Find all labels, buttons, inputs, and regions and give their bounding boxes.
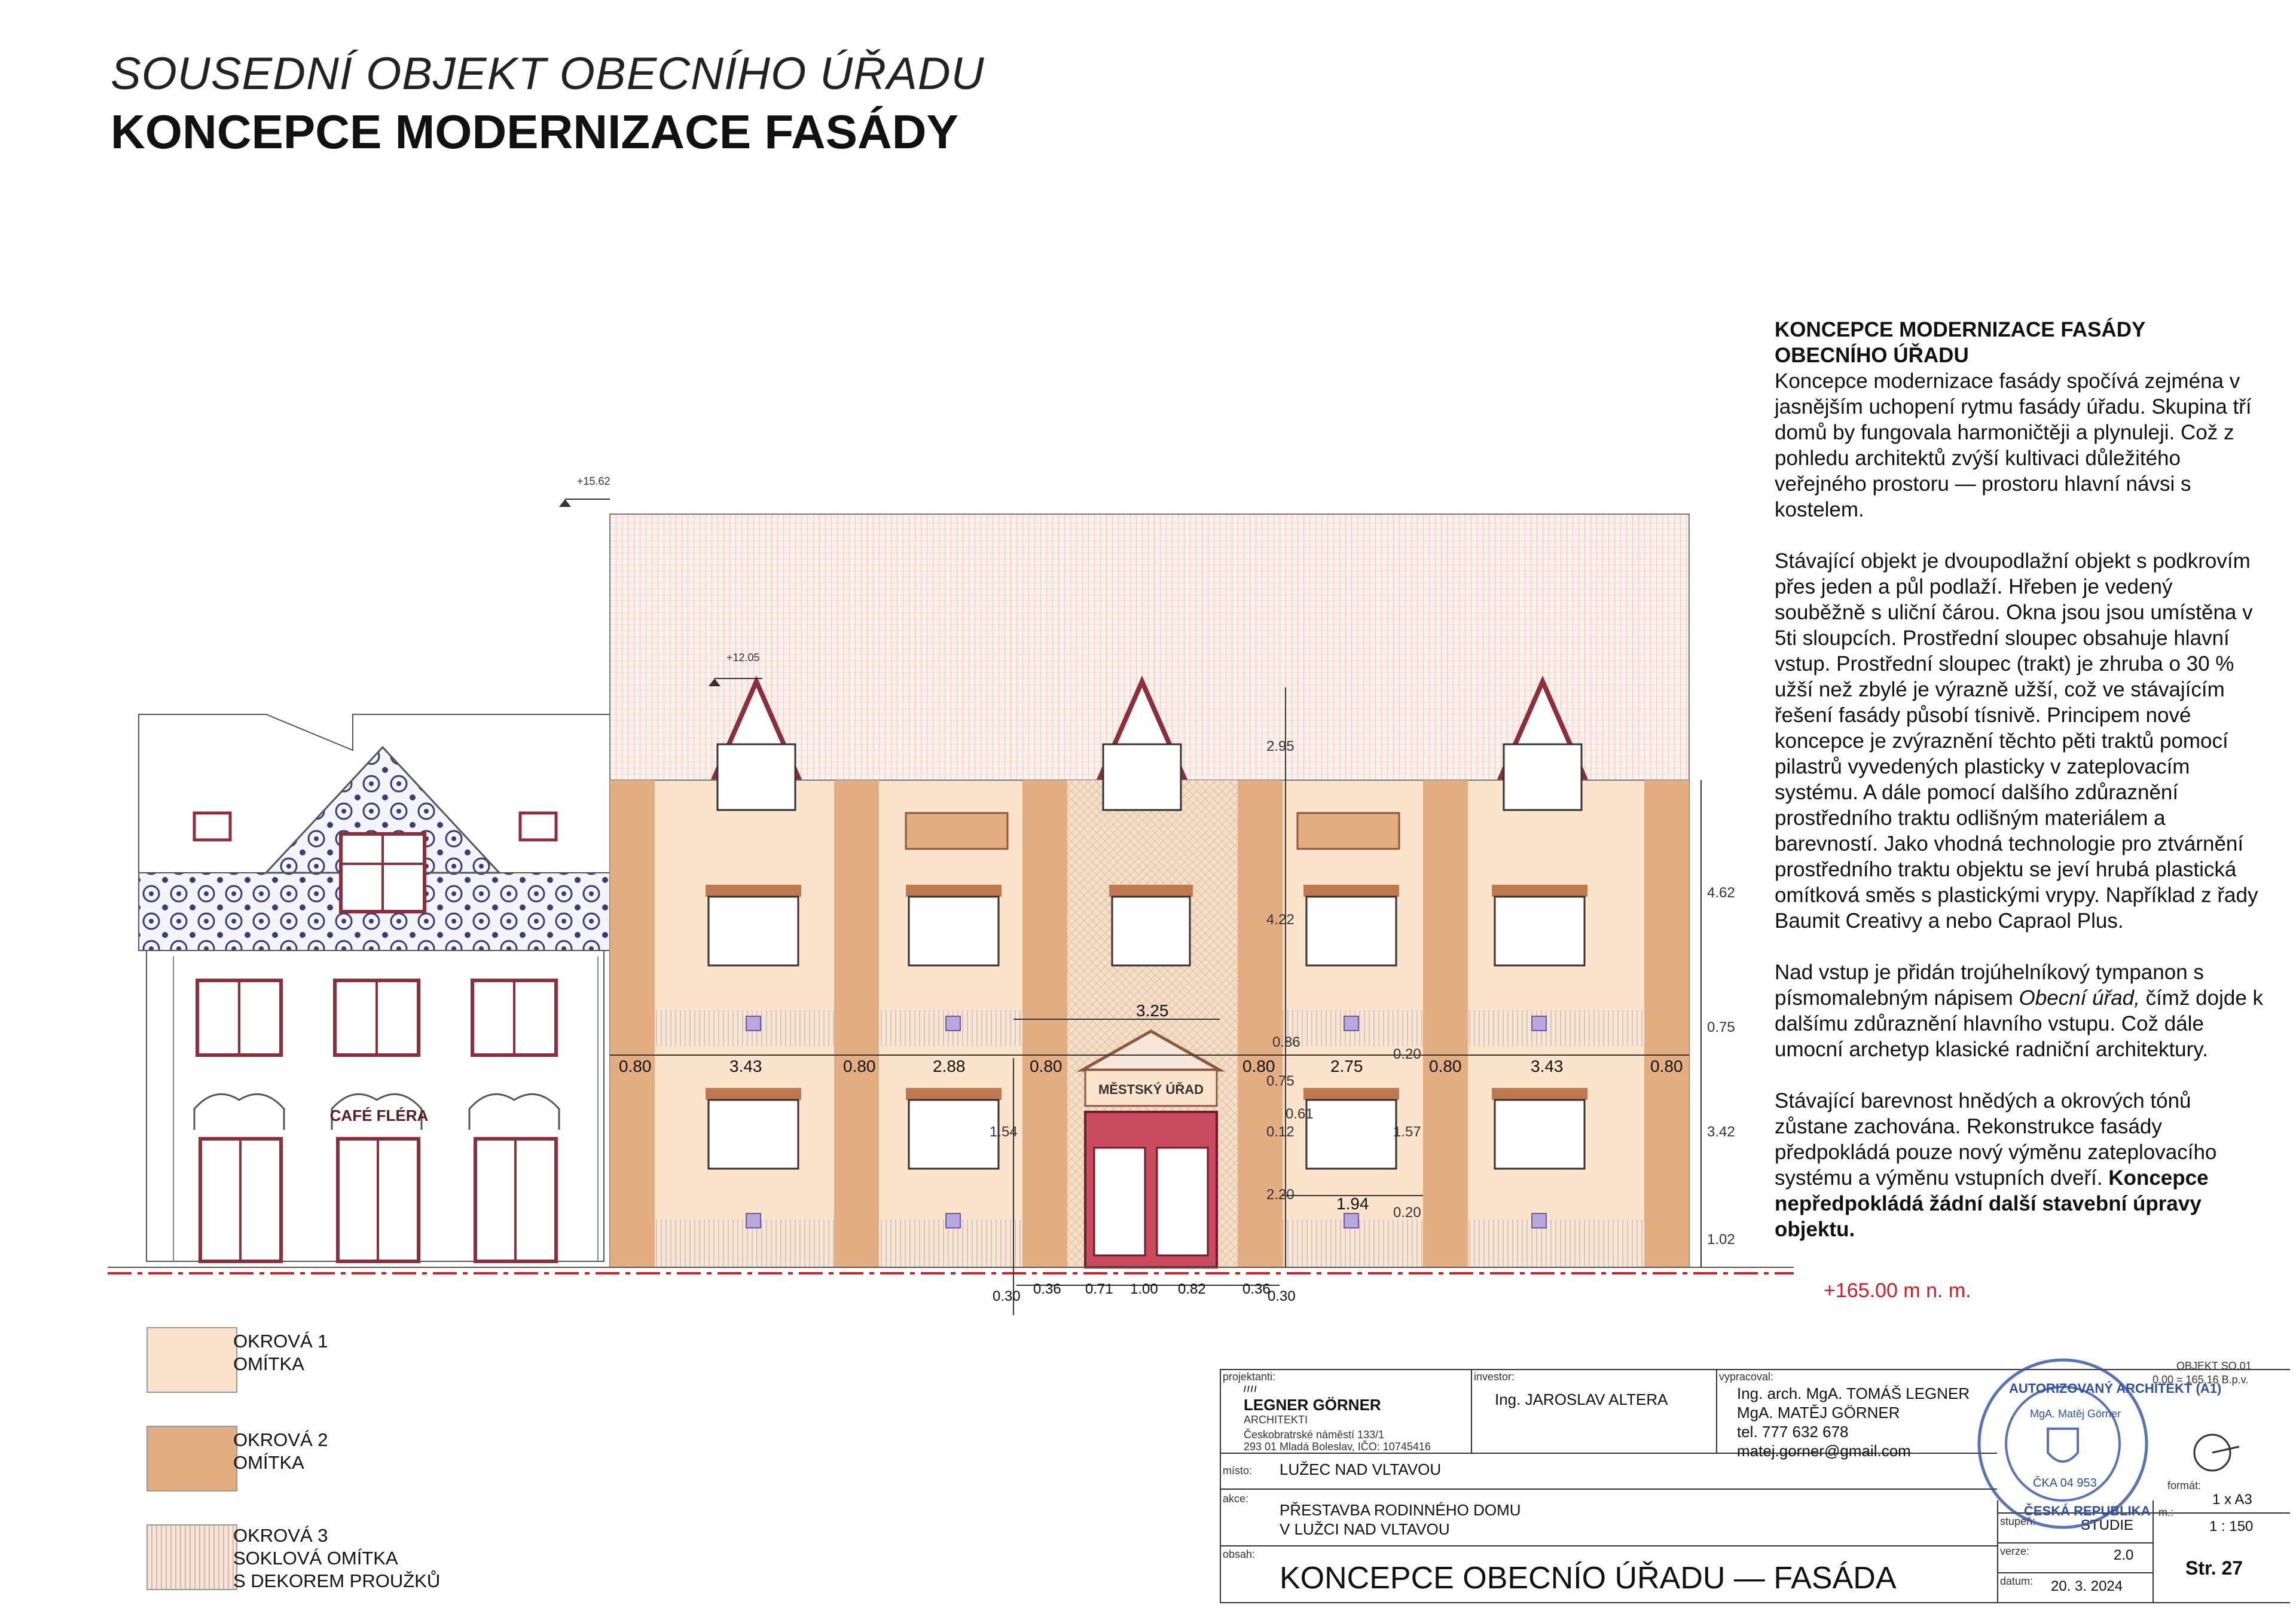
dim-h-10: 3.43: [1531, 1057, 1564, 1075]
dim-h-5: 0.80: [1030, 1057, 1062, 1075]
legend-label-ochre-3: OKROVÁ 3 SOKLOVÁ OMÍTKA S DEKOREM PROUŽKŮ: [233, 1525, 441, 1591]
tb-firm-name: LEGNER GÖRNER: [1244, 1396, 1381, 1414]
description-para-3: Nad vstup je přidán trojúhelníkový tympanon s písmomalebným nápisem Obecní úřad, čímž dojde k dalšímu zdůraznění hlavního vstupu. Což dále umocní archetyp klasické radniční architektury.: [1775, 961, 2264, 1061]
dim-sill: 1.54: [990, 1124, 1018, 1140]
legend-swatch-ochre-1: [146, 1327, 237, 1393]
description-title-2: OBECNÍHO ÚŘADU: [1775, 344, 1969, 367]
dim-h-7: 0.80: [1242, 1057, 1275, 1075]
dim-v-4: 0.61: [1286, 1106, 1314, 1122]
level-ridge-label: +15.62: [577, 475, 610, 487]
dim-h-3: 0.80: [843, 1057, 876, 1075]
tb-email: matej.gorner@gmail.com: [1737, 1442, 1911, 1460]
tb-objekt: OBJEKT SO.01: [2176, 1360, 2252, 1372]
tb-projektanti-label: projektanti:: [1223, 1371, 1276, 1383]
dim-h-4: 2.88: [933, 1057, 966, 1075]
dim-v-5: 0.12: [1266, 1124, 1294, 1140]
level-dormer-label: +12.05: [726, 652, 760, 664]
dim-h-11: 0.80: [1650, 1057, 1683, 1075]
tb-firm-addr1: Českobratrské náměstí 133/1: [1244, 1429, 1385, 1441]
dim-b-6: 0.36: [1242, 1281, 1271, 1297]
tb-akce-1: PŘESTAVBA RODINNÉHO DOMU: [1280, 1501, 1521, 1519]
office-building: [610, 514, 1689, 1267]
legend-label-ochre-1: OKROVÁ 1 OMÍTKA: [233, 1331, 328, 1374]
tb-verze: 2.0: [2114, 1547, 2134, 1563]
tb-datum-label: datum:: [2000, 1575, 2034, 1587]
tb-phone: tel. 777 632 678: [1737, 1423, 1849, 1441]
dim-v-9: 0.20: [1393, 1205, 1421, 1221]
description-para-2: Stávající objekt je dvoupodlažní objekt s podkrovím přes jeden a půl podlaží. Hřeben je vedený souběžně s uliční čárou. Okna jsou jsou umístěna v 5ti sloupcích. Prostřední sloupec obsahuje hlavní vstup. Prostřední sloupec (trakt) je zhruba o 30 % užší než zbylé je výrazně užší, což ve stávajícím řešení fasády působí tísnivě. Principem nové koncepce je zvýraznění těchto pěti traktů pomocí pilastrů vyvedených plasticky v zateplovacím systému. A dále pomocí dalšího zdůraznění prostředního traktu odlišným materiálem a barevností. Jako vhodná technologie pro ztvárnění prostředního traktu objektu se jeví hrubá plastická omítková směs s plastickými vrypy. Například z řady Baumit Creativy a nebo Capraol Plus.: [1775, 549, 2258, 933]
tb-akce-2: V LUŽCI NAD VLTAVOU: [1280, 1520, 1450, 1538]
dim-v-7: 0.20: [1393, 1046, 1421, 1062]
dim-vr-4: 1.02: [1707, 1231, 1735, 1248]
dim-b-3: 0.71: [1085, 1281, 1113, 1297]
dim-v-3: 0.75: [1266, 1073, 1294, 1089]
tb-investor-label: investor:: [1474, 1371, 1515, 1383]
legend-swatch-ochre-3: [146, 1524, 237, 1590]
dim-b-7: 0.30: [1268, 1288, 1296, 1304]
dim-b-2: 0.36: [1033, 1281, 1061, 1297]
tb-misto: LUŽEC NAD VLTAVOU: [1280, 1460, 1442, 1478]
tb-format-label: formát:: [2167, 1480, 2202, 1491]
compass-icon: [2182, 1426, 2248, 1474]
tb-datum: 20. 3. 2024: [2051, 1578, 2123, 1594]
dim-b-4: 1.00: [1130, 1281, 1158, 1297]
description-panel: [1775, 317, 2265, 1268]
tb-author-2: MgA. MATĚJ GÖRNER: [1737, 1404, 1900, 1422]
tb-meritko-label: m.:: [2158, 1506, 2173, 1518]
dim-h-9: 0.80: [1429, 1057, 1462, 1075]
stamp-number: ČKA 04 953: [2033, 1477, 2097, 1490]
legend-swatch-ochre-2: [146, 1426, 237, 1491]
dim-vr-1: 4.62: [1707, 885, 1735, 901]
dim-h-8: 2.75: [1330, 1057, 1363, 1075]
tb-akce-label: akce:: [1223, 1493, 1249, 1505]
tb-meritko: 1 : 150: [2209, 1518, 2254, 1535]
tb-misto-label: místo:: [1223, 1465, 1253, 1477]
page-title: KONCEPCE MODERNIZACE FASÁDY: [111, 105, 958, 158]
dim-window: 1.94: [1336, 1194, 1369, 1213]
page-subtitle: SOUSEDNÍ OBJEKT OBECNÍHO ÚŘADU: [111, 48, 985, 99]
description-para-1: Koncepce modernizace fasády spočívá zejména v jasnějším uchopení rytmu fasády úřadu. Skupina tří domů by fungovala harmoničtěji a plynuleji. Což z pohledu architektů zvýší kultivaci důležitého veřejného prostoru — prostoru hlavní návsi s kostelem.: [1775, 369, 2252, 521]
dim-h-6: 3.25: [1136, 1001, 1169, 1020]
stamp-outer-top: AUTORIZOVANÝ ARCHITEKT (A1): [2009, 1381, 2222, 1396]
tb-author-1: Ing. arch. MgA. TOMÁŠ LEGNER: [1737, 1384, 1970, 1402]
tb-firm-addr2: 293 01 Mladá Boleslav, IČO: 10745416: [1244, 1441, 1431, 1453]
tb-obsah-label: obsah:: [1223, 1548, 1256, 1560]
tb-format: 1 x A3: [2212, 1491, 2252, 1508]
firm-logo-icon: ////: [1244, 1384, 1258, 1393]
level-ground-label: +165.00 m n. m.: [1824, 1279, 1971, 1302]
dim-v-1: 2.95: [1266, 738, 1294, 754]
tb-firm-sub: ARCHITEKTI: [1244, 1414, 1308, 1426]
cafe-sign: CAFÉ FLÉRA: [329, 1107, 429, 1124]
tb-obsah: KONCEPCE OBECNÍO ÚŘADU — FASÁDA: [1280, 1561, 1897, 1596]
tb-stupen: STUDIE: [2081, 1517, 2134, 1533]
tb-verze-label: verze:: [2000, 1545, 2030, 1557]
dim-vr-2: 0.75: [1707, 1019, 1735, 1035]
dim-vr-3: 3.42: [1707, 1124, 1735, 1140]
tb-page: Str. 27: [2185, 1557, 2243, 1579]
description-title-1: KONCEPCE MODERNIZACE FASÁDY: [1775, 318, 2146, 341]
tb-investor: Ing. JAROSLAV ALTERA: [1495, 1390, 1668, 1408]
description-para-4: Stávající barevnost hnědých a okrových tónů zůstane zachována. Rekonstrukce fasády předpokládá pouze nový výměnu zateplovacího systému a výměnu vstupních dveří. Koncepce nepředpokládá žádní další stavební úpravy objektu.: [1775, 1089, 2217, 1241]
dim-v-2: 4.22: [1266, 912, 1294, 928]
cafe-building: [139, 714, 610, 1261]
tb-vypracoval-label: vypracoval:: [1719, 1371, 1774, 1383]
dim-b-1: 0.30: [993, 1288, 1021, 1304]
tb-stupen-label: stupeň:: [2000, 1515, 2036, 1527]
office-sign: MĚSTSKÝ ÚŘAD: [1098, 1082, 1204, 1097]
tb-datum-ref: 0.00 = 165.16 B.p.v.: [2152, 1374, 2249, 1386]
dim-v-6: 2.20: [1266, 1187, 1294, 1203]
dim-h-2: 3.43: [729, 1057, 762, 1075]
legend-label-ochre-2: OKROVÁ 2 OMÍTKA: [233, 1429, 328, 1473]
dim-entrance: 0.86: [1272, 1034, 1300, 1050]
stamp-name: MgA. Matěj Görner: [2030, 1408, 2121, 1420]
dim-v-8: 1.57: [1393, 1124, 1421, 1140]
dim-b-5: 0.82: [1178, 1281, 1206, 1297]
dim-h-1: 0.80: [619, 1057, 652, 1075]
stamp-outer-bottom: ČESKÁ REPUBLIKA: [2024, 1503, 2151, 1518]
